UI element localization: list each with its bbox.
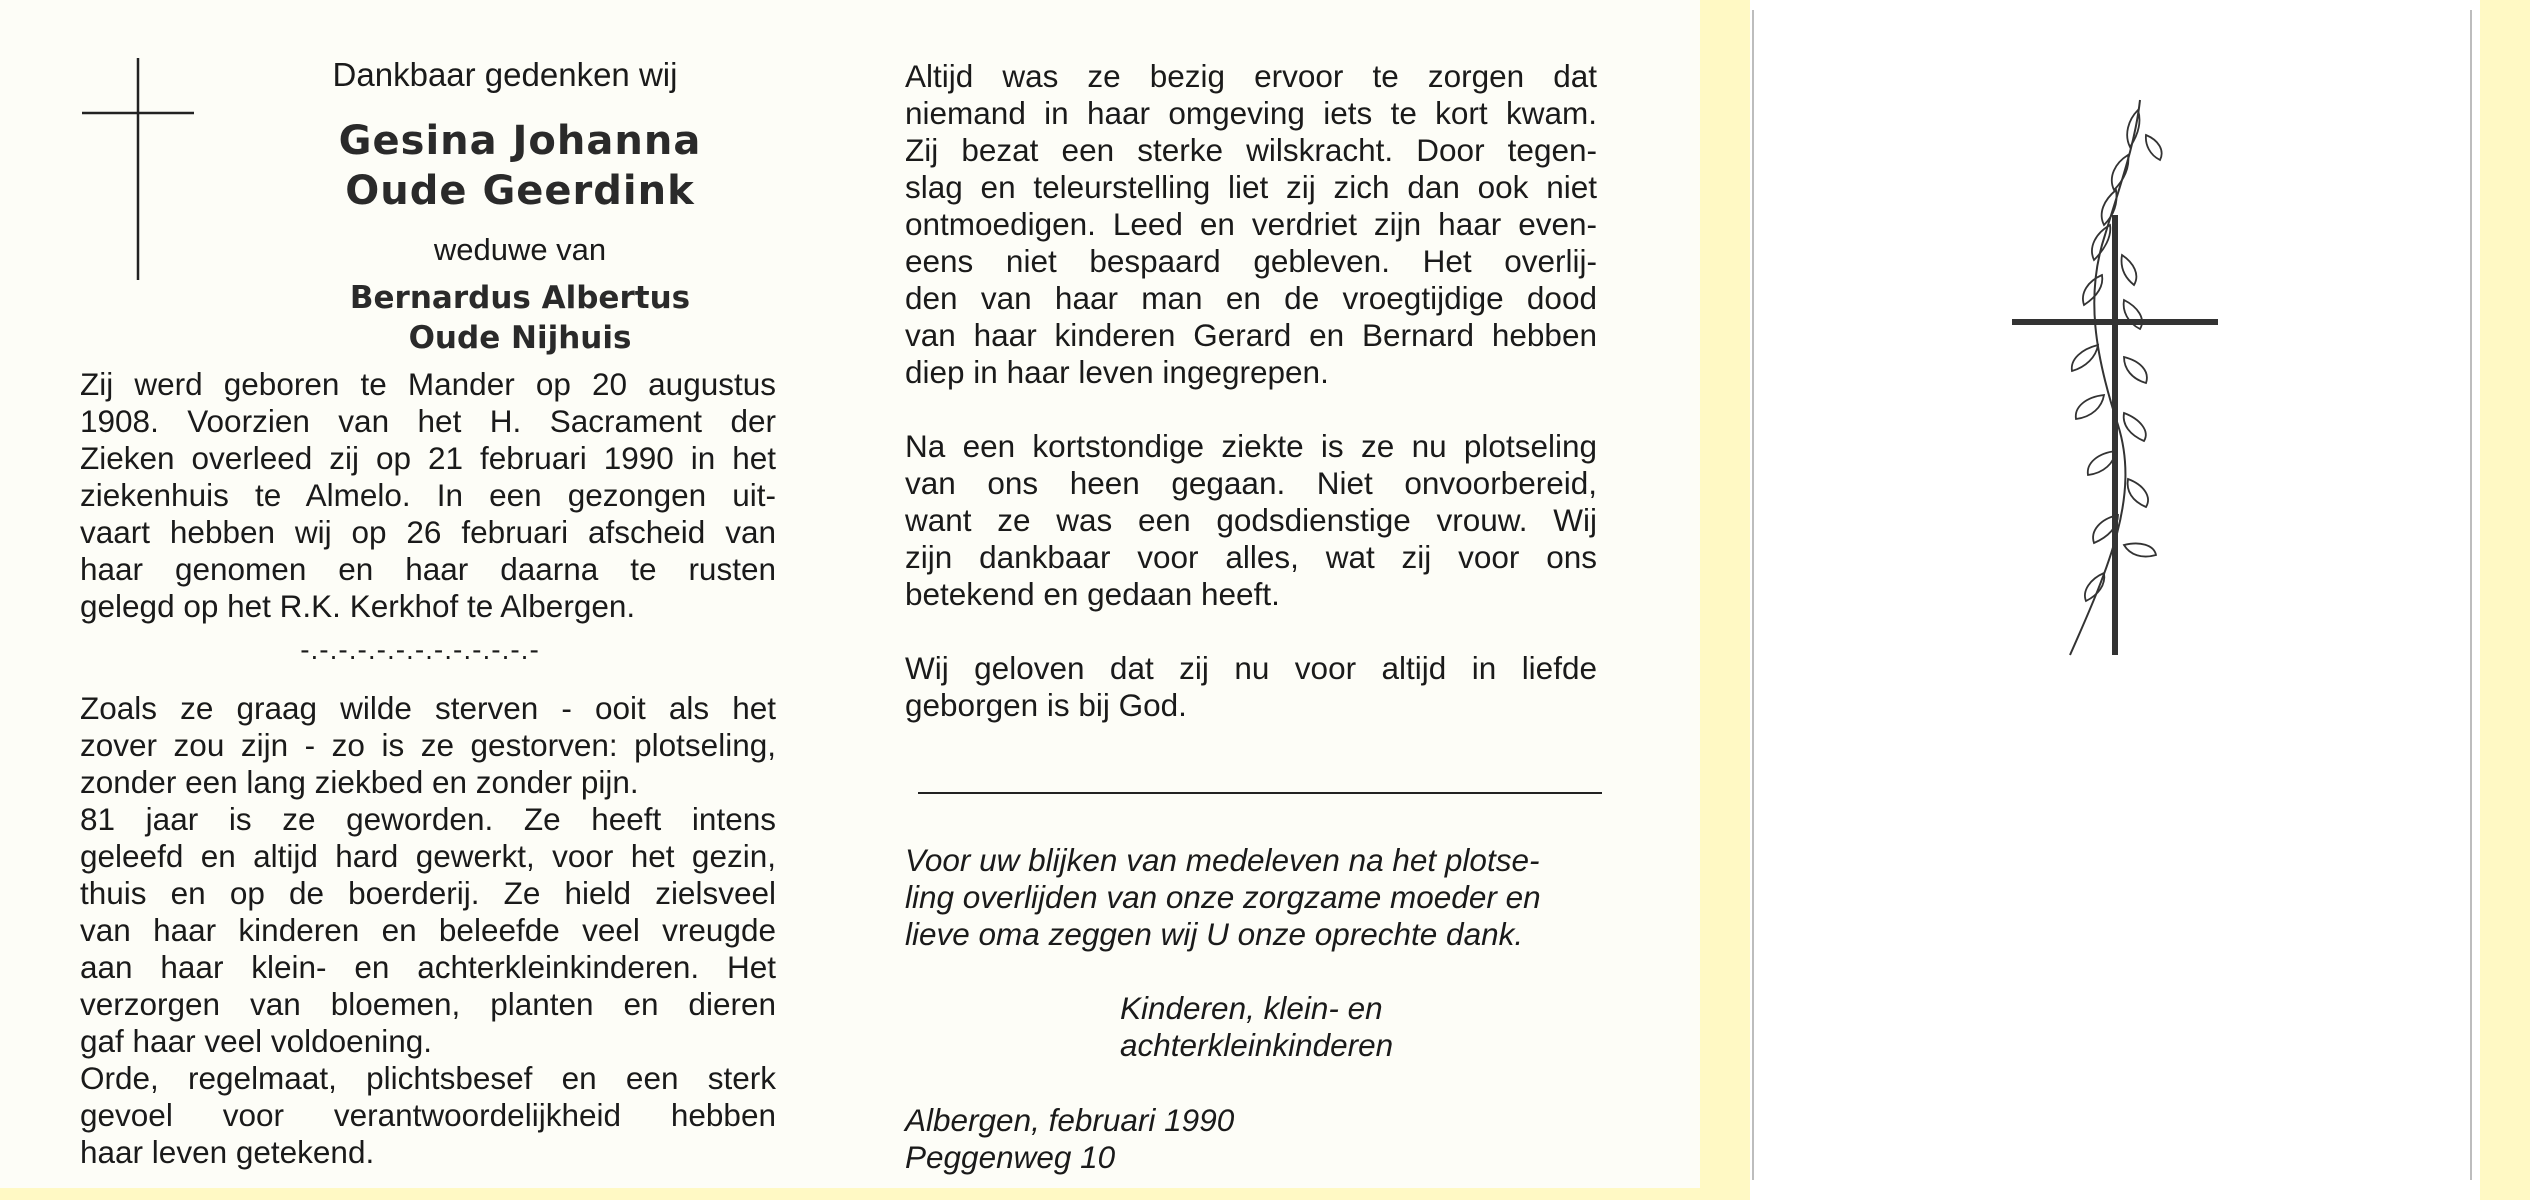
text-line: haar leven getekend. [80,1134,375,1170]
text-line: Altijd was ze bezig ervoor te zorgen dat [905,58,1597,94]
text-line: haar genomen en haar daarna te rusten [80,551,776,587]
text-line: geleefd en altijd hard gewerkt, voor het gezin, [80,838,776,874]
text-line: Kinderen, klein- en [1120,990,1383,1026]
text-line: verzorgen van bloemen, planten en dieren [80,986,776,1022]
text-line: diep in haar leven ingegrepen. [905,354,1329,390]
text-line: Wij geloven dat zij nu voor altijd in liefde [905,650,1597,686]
text-line: 81 jaar is ze geworden. Ze heeft intens [80,801,776,837]
biography-paragraph [80,366,776,625]
opening-line: Dankbaar gedenken wij [332,56,678,93]
text-line: van haar kinderen en beleefde veel vreugde [80,912,776,948]
text-line: want ze was een godsdienstige vrouw. Wij [905,502,1597,538]
text-line: Zij werd geboren te Mander op 20 augustus [80,366,776,402]
tribute-paragraph [80,690,776,1171]
place-date-block [905,1102,1234,1176]
scan-background-strip [2480,0,2530,1200]
text-line: Voor uw blijken van medeleven na het plotse- [905,842,1540,878]
address: Peggenweg 10 [905,1139,1116,1175]
divider-rule [918,792,1602,794]
text-line: van ons heen gegaan. Niet onvoorbereid, [905,465,1597,501]
place-date: Albergen, februari 1990 [905,1102,1235,1138]
scan-background-strip [0,1188,1700,1200]
text-line: aan haar klein- en achterkleinkinderen. Het [80,949,776,985]
text-line: lieve oma zeggen wij U onze oprechte dank. [905,916,1524,952]
text-line: niemand in haar omgeving iets te kort kwam. [905,95,1597,131]
text-line: zonder een lang ziekbed en zonder pijn. [80,764,639,800]
text-line: ling overlijden van onze zorgzame moeder en [905,879,1541,915]
text-line: van haar kinderen Gerard en Bernard hebben [905,317,1597,353]
text-line: achterkleinkinderen [1120,1027,1394,1063]
widow-of-label: weduwe van [433,232,607,267]
text-line: slag en teleurstelling liet zij zich dan ook niet [905,169,1597,205]
text-line: ontmoedigen. Leed en verdriet zijn haar even- [905,206,1597,242]
scan-background-strip [1700,0,1750,1200]
signature-block [1120,990,1393,1064]
deceased-name-last: Oude Geerdink [345,168,695,214]
text-line: gelegd op het R.K. Kerkhof te Albergen. [80,588,636,624]
text-line: Zieken overleed zij op 21 februari 1990 in het [80,440,776,476]
cross-with-palm-branch-icon [2000,95,2230,665]
text-line: zover zou zijn - zo is ze gestorven: plotseling, [80,727,776,763]
text-line: gevoel voor verantwoordelijkheid hebben [80,1097,776,1133]
middle-paragraph-1 [905,58,1597,391]
text-line: ziekenhuis te Almelo. In een gezongen uit- [80,477,776,513]
text-line: zijn dankbaar voor alles, wat zij voor ons [905,539,1597,575]
thanks-paragraph [905,842,1597,953]
text-line: eens niet bespaard gebleven. Het overlij- [905,243,1597,279]
text-line: gaf haar veel voldoening. [80,1023,433,1059]
text-line: Na een kortstondige ziekte is ze nu plotseling [905,428,1597,464]
text-line: Orde, regelmaat, plichtsbesef en een sterk [80,1060,776,1096]
separator: -.-.-.-.-.-.-.-.-.-.-.-.- [300,634,540,665]
cross-icon [82,58,194,280]
text-line: thuis en op de boerderij. Ze hield zielsveel [80,875,776,911]
spouse-name-first: Bernardus Albertus [349,280,691,316]
text-line: 1908. Voorzien van het H. Sacrament der [80,403,776,439]
middle-paragraph-3 [905,650,1597,724]
text-line: vaart hebben wij op 26 februari afscheid van [80,514,776,550]
text-line: Zoals ze graag wilde sterven - ooit als het [80,690,776,726]
spouse-name-last: Oude Nijhuis [408,320,632,356]
deceased-name-first: Gesina Johanna [338,118,702,164]
text-line: betekend en gedaan heeft. [905,576,1280,612]
text-line: Zij bezat een sterke wilskracht. Door tegen- [905,132,1597,168]
middle-paragraph-2 [905,428,1597,613]
text-line: geborgen is bij God. [905,687,1187,723]
text-line: den van haar man en de vroegtijdige dood [905,280,1597,316]
